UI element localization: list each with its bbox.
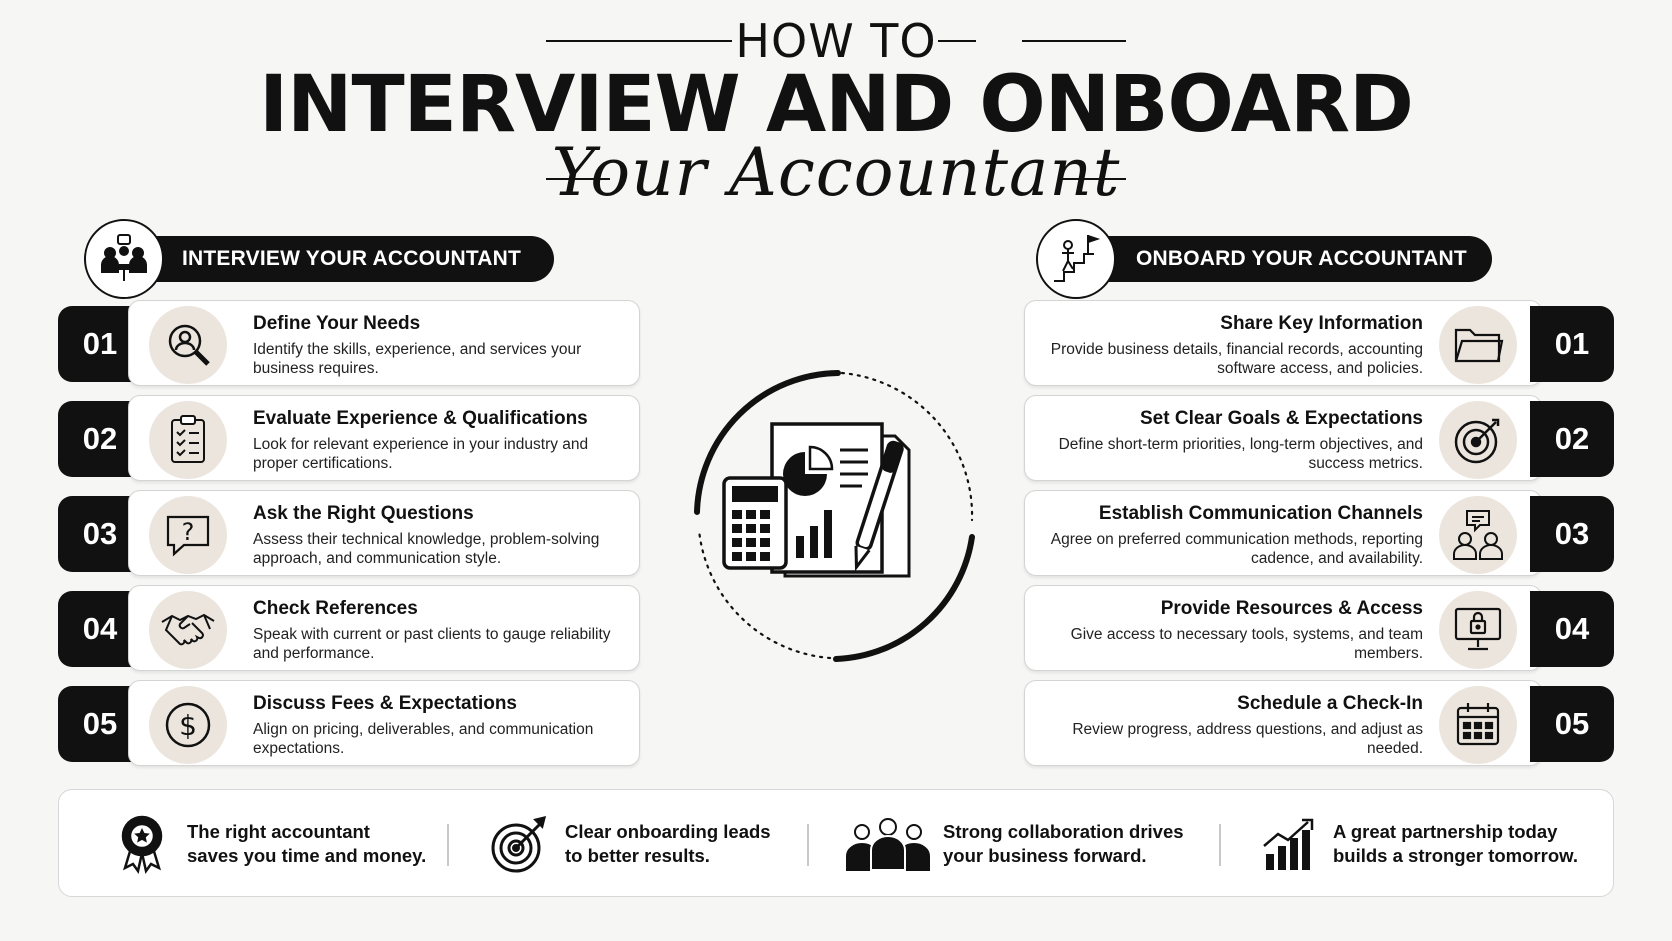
header-how-to: HOW TO — [735, 14, 937, 68]
footer-text: A great partnership today builds a stronger tomorrow. — [1333, 821, 1578, 866]
step-number: 01 — [58, 306, 142, 382]
question-bubble-icon — [149, 496, 227, 574]
step-number: 04 — [58, 591, 142, 667]
step-description: Review progress, address questions, and adjust as needed. — [1072, 721, 1423, 757]
step-number: 03 — [1530, 496, 1614, 572]
footer-item-4 — [1255, 790, 1578, 898]
onboard-section-title: ONBOARD YOUR ACCOUNTANT — [1106, 236, 1492, 282]
footer-divider — [807, 824, 809, 866]
footer-text: Strong collaboration drives your business forward. — [943, 821, 1184, 866]
interview-section-header — [84, 230, 554, 282]
page-title: INTERVIEW AND ONBOARD — [259, 60, 1413, 150]
search-person-icon — [149, 306, 227, 384]
folder-icon — [1439, 306, 1517, 384]
step-card — [128, 300, 640, 386]
step-description: Give access to necessary tools, systems, and team members. — [1070, 626, 1423, 662]
step-card — [1024, 490, 1542, 576]
monitor-lock-icon — [1439, 591, 1517, 669]
step-number: 03 — [58, 496, 142, 572]
step-number: 02 — [1530, 401, 1614, 477]
step-description: Define short-term priorities, long-term objectives, and success metrics. — [1058, 436, 1423, 472]
footer-item-1 — [109, 790, 426, 898]
accounting-documents-icon — [680, 360, 1000, 680]
target-icon — [1439, 401, 1517, 479]
step-card — [1024, 395, 1542, 481]
meeting-icon — [84, 219, 164, 299]
step-title: Check References — [253, 598, 418, 619]
step-description: Agree on preferred communication methods, reporting cadence, and availability. — [1050, 531, 1423, 567]
step-card — [128, 490, 640, 576]
step-number: 04 — [1530, 591, 1614, 667]
step-card — [1024, 585, 1542, 671]
step-card — [1024, 680, 1542, 766]
step-title: Provide Resources & Access — [1160, 598, 1423, 619]
award-ribbon-icon — [109, 811, 175, 877]
step-card — [128, 395, 640, 481]
step-title: Share Key Information — [1220, 313, 1423, 334]
step-title: Schedule a Check-In — [1237, 693, 1423, 714]
footer-divider — [447, 824, 449, 866]
step-title: Ask the Right Questions — [253, 503, 474, 524]
stairs-flag-icon — [1036, 219, 1116, 299]
calendar-icon — [1439, 686, 1517, 764]
step-number: 01 — [1530, 306, 1614, 382]
footer-text: Clear onboarding leads to better results. — [565, 821, 771, 866]
step-description: Align on pricing, deliverables, and communication expectations. — [253, 721, 594, 757]
team-chat-icon — [1439, 496, 1517, 574]
clipboard-checklist-icon — [149, 401, 227, 479]
svg-text:?: ? — [181, 518, 195, 546]
step-description: Identify the skills, experience, and services your business requires. — [253, 341, 582, 377]
step-description: Look for relevant experience in your industry and proper certifications. — [253, 436, 589, 472]
footer-banner — [58, 789, 1614, 897]
step-description: Provide business details, financial records, accounting software access, and policies. — [1050, 341, 1423, 377]
step-title: Evaluate Experience & Qualifications — [253, 408, 588, 429]
step-title: Discuss Fees & Expectations — [253, 693, 517, 714]
page-subtitle: Your Accountant — [551, 134, 1121, 211]
handshake-icon — [149, 591, 227, 669]
step-description: Assess their technical knowledge, problem-solving approach, and communication style. — [253, 531, 600, 567]
step-title: Define Your Needs — [253, 313, 421, 334]
footer-item-2 — [487, 790, 771, 898]
svg-text:$: $ — [179, 709, 197, 742]
dollar-coin-icon — [149, 686, 227, 764]
step-title: Establish Communication Channels — [1098, 503, 1423, 524]
step-number: 02 — [58, 401, 142, 477]
team-icon — [845, 811, 931, 877]
step-number: 05 — [58, 686, 142, 762]
target-arrow-icon — [487, 811, 553, 877]
interview-section-title: INTERVIEW YOUR ACCOUNTANT — [154, 236, 554, 282]
step-card — [1024, 300, 1542, 386]
footer-item-3 — [845, 790, 1184, 898]
step-number: 05 — [1530, 686, 1614, 762]
growth-chart-icon — [1255, 811, 1321, 877]
onboard-section-header — [1036, 230, 1492, 282]
step-title: Set Clear Goals & Expectations — [1140, 408, 1423, 429]
footer-text: The right accountant saves you time and money. — [187, 821, 427, 866]
step-card — [128, 680, 640, 766]
footer-divider — [1219, 824, 1221, 866]
step-description: Speak with current or past clients to gauge reliability and performance. — [253, 626, 611, 662]
step-card — [128, 585, 640, 671]
